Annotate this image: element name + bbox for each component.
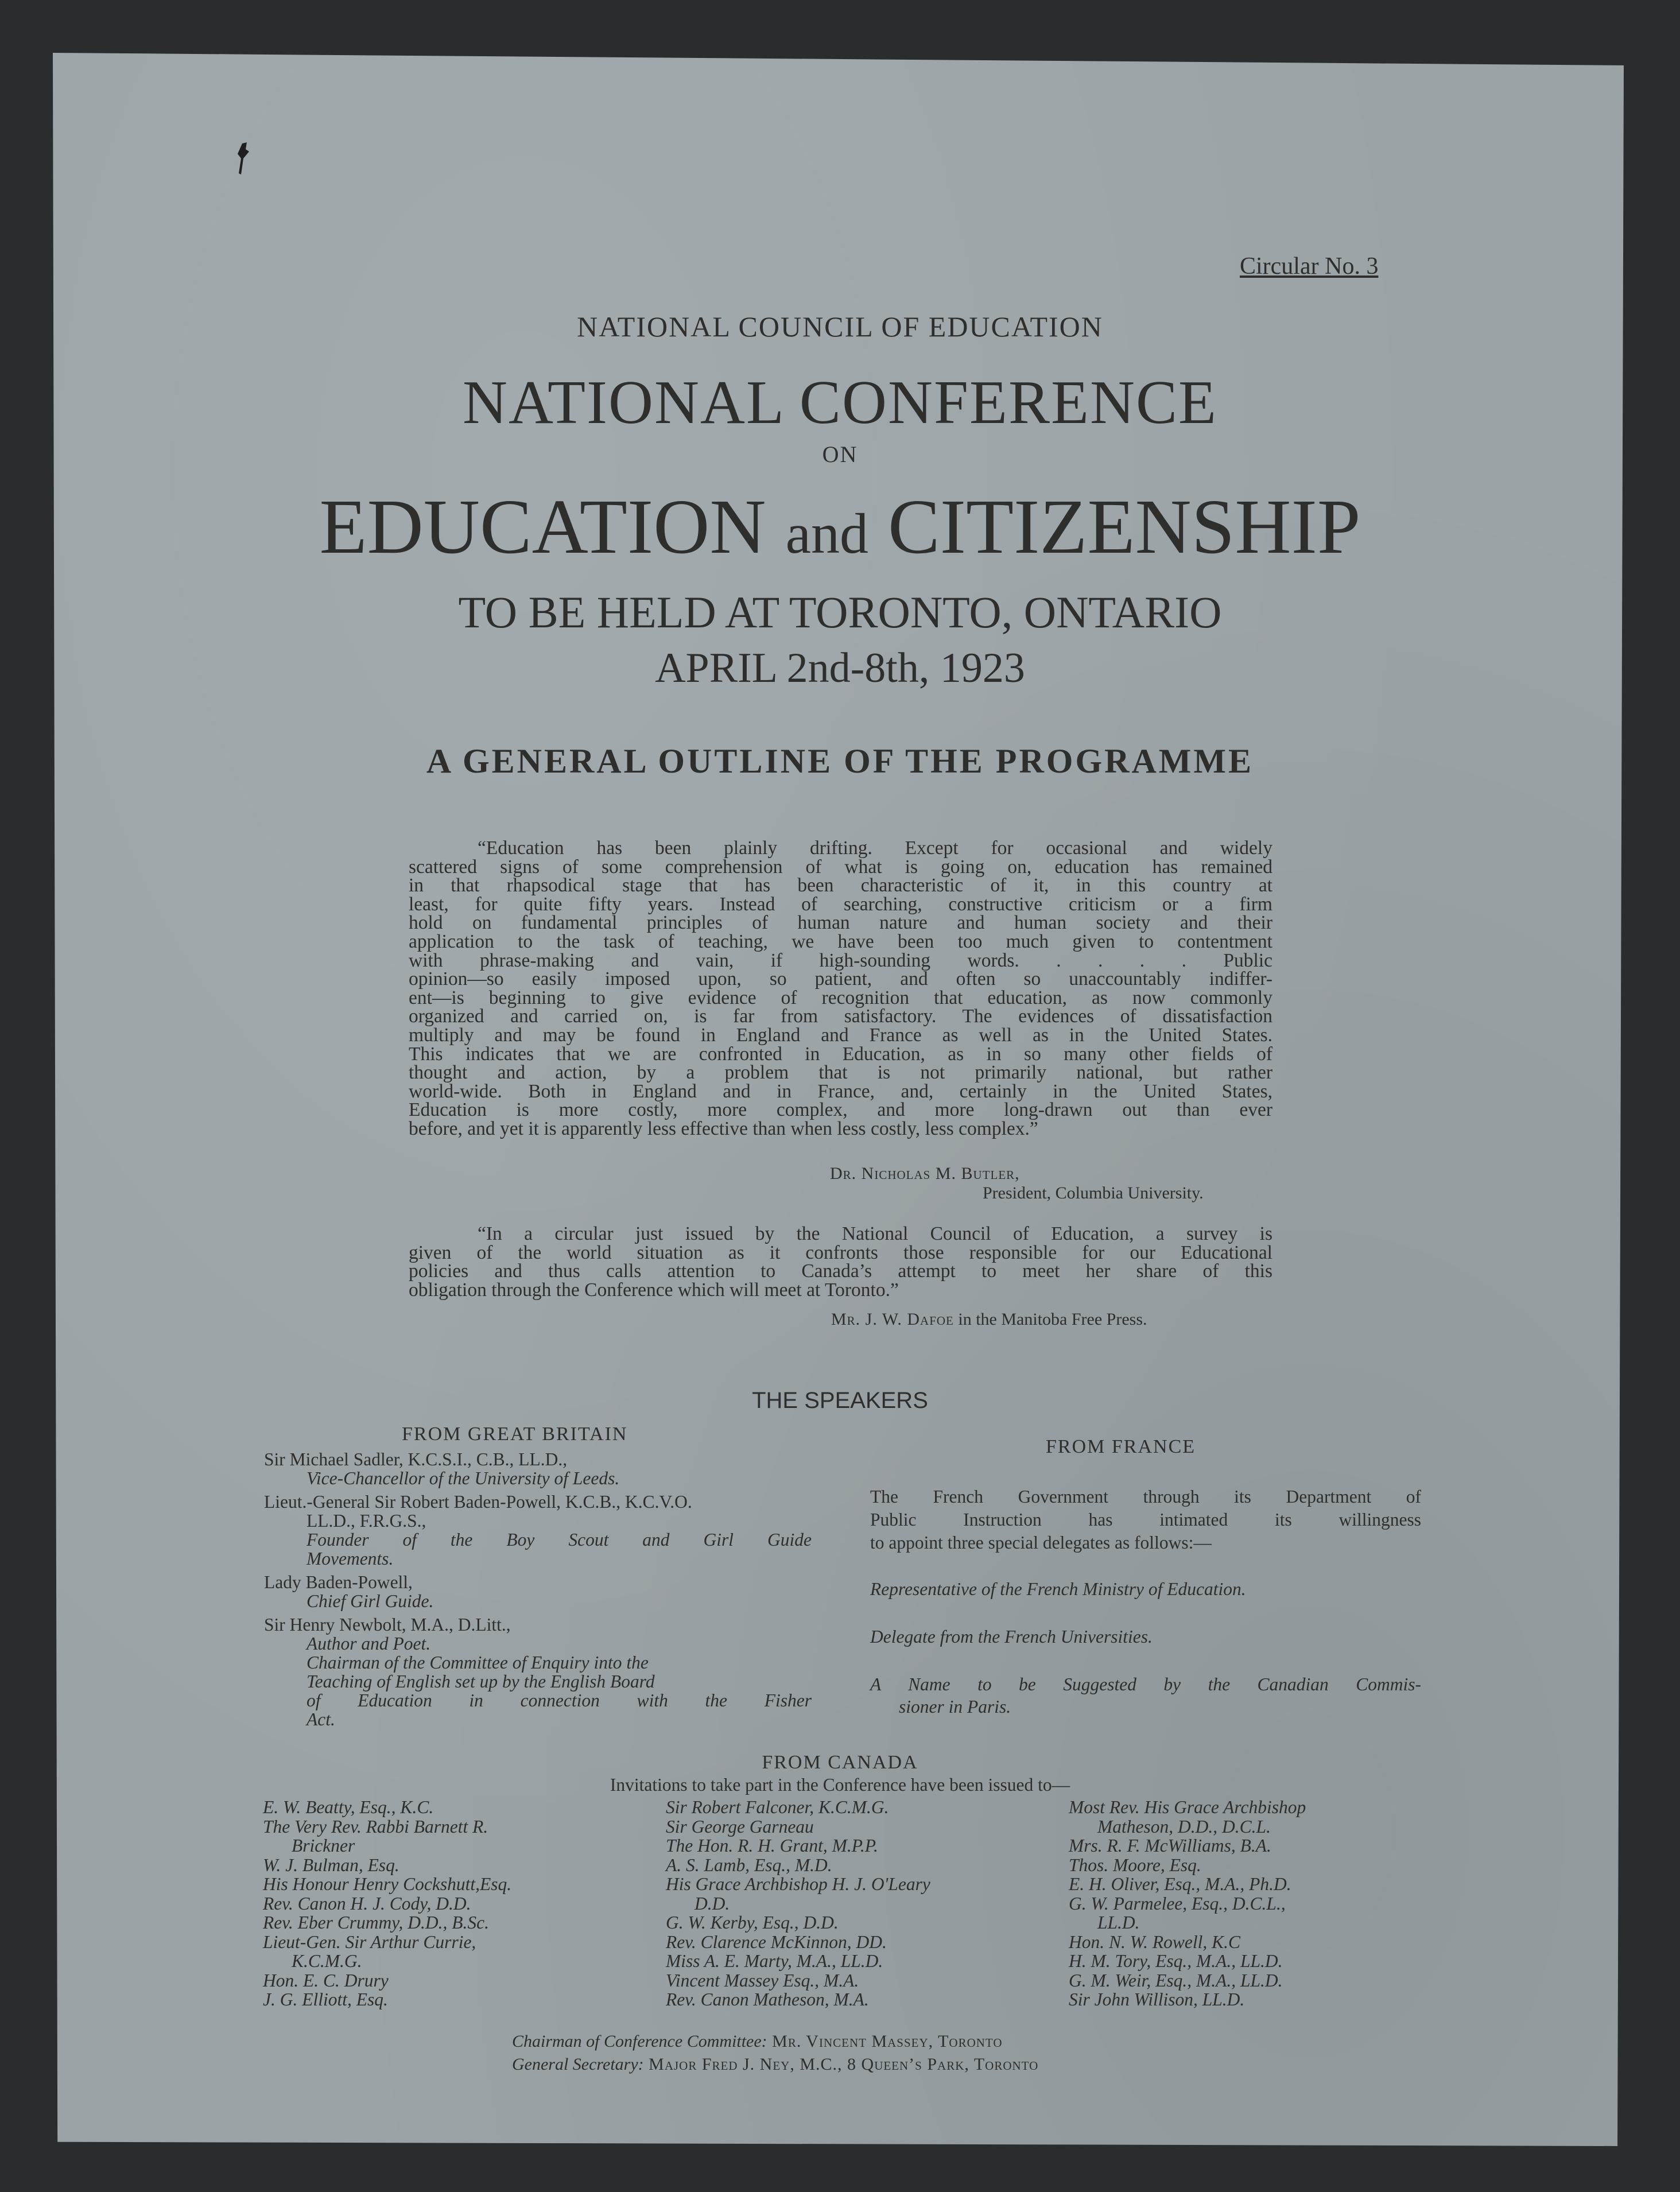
canada-invitee: Sir George Garneau — [666, 1816, 814, 1837]
canada-invitee: Miss A. E. Marty, M.A., LL.D. — [666, 1951, 883, 1971]
dafoe-quote — [409, 1225, 1272, 1299]
quote-line: policies and thus calls attention to Canada’s attempt to meet her share of this — [409, 1260, 1272, 1282]
quote-line: organized and carried on, is far from satisfactory. The evidences of dissatisfaction — [409, 1006, 1272, 1027]
programme-heading: A GENERAL OUTLINE OF THE PROGRAMME — [426, 742, 1254, 780]
speaker-role: Chairman of the Committee of Enquiry into the — [306, 1652, 649, 1673]
canada-invitee: Rev. Canon Matheson, M.A. — [666, 1989, 869, 2009]
canada-invitee: His Honour Henry Cockshutt,Esq. — [263, 1874, 512, 1894]
great-britain-speakers — [264, 1450, 815, 1729]
canada-column-2 — [666, 1798, 930, 2009]
france-speakers — [870, 1485, 1421, 1716]
canada-invitee: The Hon. R. H. Grant, M.P.P. — [666, 1836, 878, 1856]
dafoe-name: Mr. J. W. Dafoe — [831, 1310, 954, 1329]
canada-heading: FROM CANADA — [762, 1752, 918, 1773]
conference-title: NATIONAL CONFERENCE — [463, 368, 1217, 437]
title-word-citizenship: CITIZENSHIP — [888, 484, 1361, 570]
great-britain-heading: FROM GREAT BRITAIN — [402, 1423, 628, 1445]
france-intro-line: to appoint three special delegates as follows:— — [870, 1533, 1212, 1553]
quote-line: before, and yet it is apparently less effective than when less costly, less complex.” — [409, 1118, 1038, 1139]
council-name: NATIONAL COUNCIL OF EDUCATION — [577, 311, 1103, 343]
canada-invitee: E. W. Beatty, Esq., K.C. — [263, 1797, 434, 1817]
speaker-role: Founder of the Boy Scout and Girl Guide — [306, 1530, 812, 1550]
france-delegate: A Name to be Suggested by the Canadian Commis- — [870, 1674, 1421, 1694]
ink-mark — [234, 141, 255, 176]
canada-invitee: Thos. Moore, Esq. — [1069, 1855, 1201, 1875]
dafoe-source: in the Manitoba Free Press. — [953, 1310, 1147, 1329]
secretary-value: Major Fred J. Ney, M.C., 8 Queen’s Park, Toronto — [643, 2055, 1039, 2074]
quote-line: scattered signs of some comprehension of what is going on, education has remained — [409, 856, 1272, 878]
canada-invitee: Hon. N. W. Rowell, K.C — [1069, 1931, 1240, 1952]
quote-line: application to the task of teaching, we have been too much given to contentment — [409, 930, 1272, 952]
quote-line: hold on fundamental principles of human nature and human society and their — [409, 912, 1272, 934]
canada-invitee: LL.D. — [1097, 1912, 1140, 1933]
speaker-role: of Education in connection with the Fisher — [306, 1690, 812, 1710]
canada-invitee: H. M. Tory, Esq., M.A., LL.D. — [1069, 1951, 1283, 1971]
canada-invitee: Matheson, D.D., D.C.L. — [1097, 1816, 1271, 1837]
france-intro-line: The French Government through its Department of — [870, 1487, 1421, 1507]
quote-line: opinion—so easily imposed upon, so patient, and often so unaccountably indiffer- — [409, 968, 1272, 990]
canada-invitee: Brickner — [292, 1836, 355, 1856]
secretary-label: General Secretary: — [512, 2055, 644, 2074]
speaker-name: LL.D., F.R.G.S., — [306, 1511, 426, 1531]
canada-invitee: W. J. Bulman, Esq. — [263, 1855, 399, 1875]
canada-invitee: K.C.M.G. — [292, 1951, 362, 1971]
france-delegate: sioner in Paris. — [899, 1697, 1011, 1717]
butler-title: President, Columbia University. — [983, 1184, 1204, 1202]
butler-attribution: Dr. Nicholas M. Butler, — [830, 1164, 1020, 1183]
secretary-line — [512, 2055, 1038, 2074]
canada-invitee: G. W. Parmelee, Esq., D.C.L., — [1069, 1893, 1286, 1914]
quote-line: given of the world situation as it confronts those responsible for our Educational — [409, 1242, 1272, 1263]
canada-invitee: G. M. Weir, Esq., M.A., LL.D. — [1069, 1970, 1283, 1991]
quote-line: with phrase-making and vain, if high-sounding words. . . . . Public — [409, 949, 1272, 971]
canada-invitee: Rev. Canon H. J. Cody, D.D. — [263, 1893, 471, 1914]
speaker-role: Author and Poet. — [306, 1634, 431, 1654]
france-intro — [870, 1485, 1421, 1554]
canada-intro: Invitations to take part in the Conference have been issued to— — [610, 1775, 1070, 1795]
quote-line: This indicates that we are confronted in Education, as in so many other fields of — [409, 1043, 1272, 1065]
quote-line: world-wide. Both in England and in France, and, certainly in the United States, — [409, 1080, 1272, 1102]
france-delegate: Representative of the French Ministry of Education. — [870, 1579, 1246, 1599]
canada-invitee: Most Rev. His Grace Archbishop — [1069, 1797, 1306, 1817]
speaker-role: Act. — [306, 1709, 335, 1729]
canada-column-3 — [1069, 1798, 1306, 2009]
france-delegate: Delegate from the French Universities. — [870, 1627, 1153, 1647]
quote-line: least, for quite fifty years. Instead of searching, constructive criticism or a firm — [409, 893, 1272, 915]
france-intro-line: Public Instruction has intimated its willingness — [870, 1510, 1421, 1530]
quote-line: thought and action, by a problem that is not primarily national, but rather — [409, 1062, 1272, 1084]
canada-invitee: E. H. Oliver, Esq., M.A., Ph.D. — [1069, 1874, 1291, 1894]
canada-invitee: A. S. Lamb, Esq., M.D. — [666, 1855, 832, 1875]
speaker-role: Chief Girl Guide. — [306, 1591, 434, 1611]
canada-invitee: His Grace Archbishop H. J. O'Leary — [666, 1874, 930, 1894]
quote-line: in that rhapsodical stage that has been characteristic of it, in this country at — [409, 875, 1272, 897]
quote-line: obligation through the Conference which will meet at Toronto.” — [409, 1279, 899, 1301]
canada-invitee: Sir Robert Falconer, K.C.M.G. — [666, 1797, 889, 1817]
quote-line: multiply and may be found in England and France as well as in the United States. — [409, 1024, 1272, 1046]
quote-line: “Education has been plainly drifting. Except for occasional and widely — [478, 837, 1272, 859]
canada-invitee: Rev. Eber Crummy, D.D., B.Sc. — [263, 1912, 489, 1933]
subject-title — [0, 482, 1680, 572]
canada-invitee: Rev. Clarence McKinnon, DD. — [666, 1931, 887, 1952]
canada-invitee: The Very Rev. Rabbi Barnett R. — [263, 1816, 488, 1837]
speaker-name: Lieut.-General Sir Robert Baden-Powell, K.C.B., K.C.V.O. — [264, 1492, 692, 1512]
canada-invitee: Mrs. R. F. McWilliams, B.A. — [1069, 1836, 1271, 1856]
title-word-education: EDUCATION — [319, 484, 766, 570]
canada-invitee: Lieut-Gen. Sir Arthur Currie, — [263, 1931, 476, 1952]
dates-line: APRIL 2nd-8th, 1923 — [655, 645, 1025, 692]
canada-invitee: Sir John Willison, LL.D. — [1069, 1989, 1245, 2009]
chairman-value: Mr. Vincent Massey, Toronto — [767, 2032, 1003, 2051]
dafoe-attribution — [831, 1310, 1147, 1329]
circular-number: Circular No. 3 — [1240, 253, 1379, 280]
speakers-heading: THE SPEAKERS — [752, 1388, 928, 1413]
canada-invitee: D.D. — [694, 1893, 730, 1914]
quote-line: Education is more costly, more complex, and more long-drawn out than ever — [409, 1099, 1272, 1121]
quote-line: ent—is beginning to give evidence of recognition that education, as now commonly — [409, 987, 1272, 1008]
canada-invitee: G. W. Kerby, Esq., D.D. — [666, 1912, 839, 1933]
canada-column-1 — [263, 1798, 511, 2009]
speaker-name: Sir Michael Sadler, K.C.S.I., C.B., LL.D., — [264, 1449, 568, 1469]
title-connector: ON — [822, 441, 858, 467]
speaker-role: Teaching of English set up by the English Board — [306, 1671, 655, 1691]
france-heading: FROM FRANCE — [1046, 1436, 1196, 1457]
chairman-label: Chairman of Conference Committee: — [512, 2032, 767, 2051]
speaker-name: Lady Baden-Powell, — [264, 1572, 413, 1592]
canada-invitee: Vincent Massey Esq., M.A. — [666, 1970, 859, 1991]
canada-invitee: Hon. E. C. Drury — [263, 1970, 389, 1991]
title-word-and: and — [785, 502, 869, 565]
chairman-line — [512, 2032, 1003, 2051]
speaker-role: Movements. — [306, 1549, 394, 1569]
canada-invitee: J. G. Elliott, Esq. — [263, 1989, 388, 2009]
butler-quote — [409, 839, 1272, 1139]
venue-line: TO BE HELD AT TORONTO, ONTARIO — [458, 587, 1222, 637]
speaker-role: Vice-Chancellor of the University of Leeds. — [306, 1468, 620, 1488]
quote-line: “In a circular just issued by the National Council of Education, a survey is — [478, 1223, 1272, 1244]
speaker-name: Sir Henry Newbolt, M.A., D.Litt., — [264, 1615, 511, 1635]
